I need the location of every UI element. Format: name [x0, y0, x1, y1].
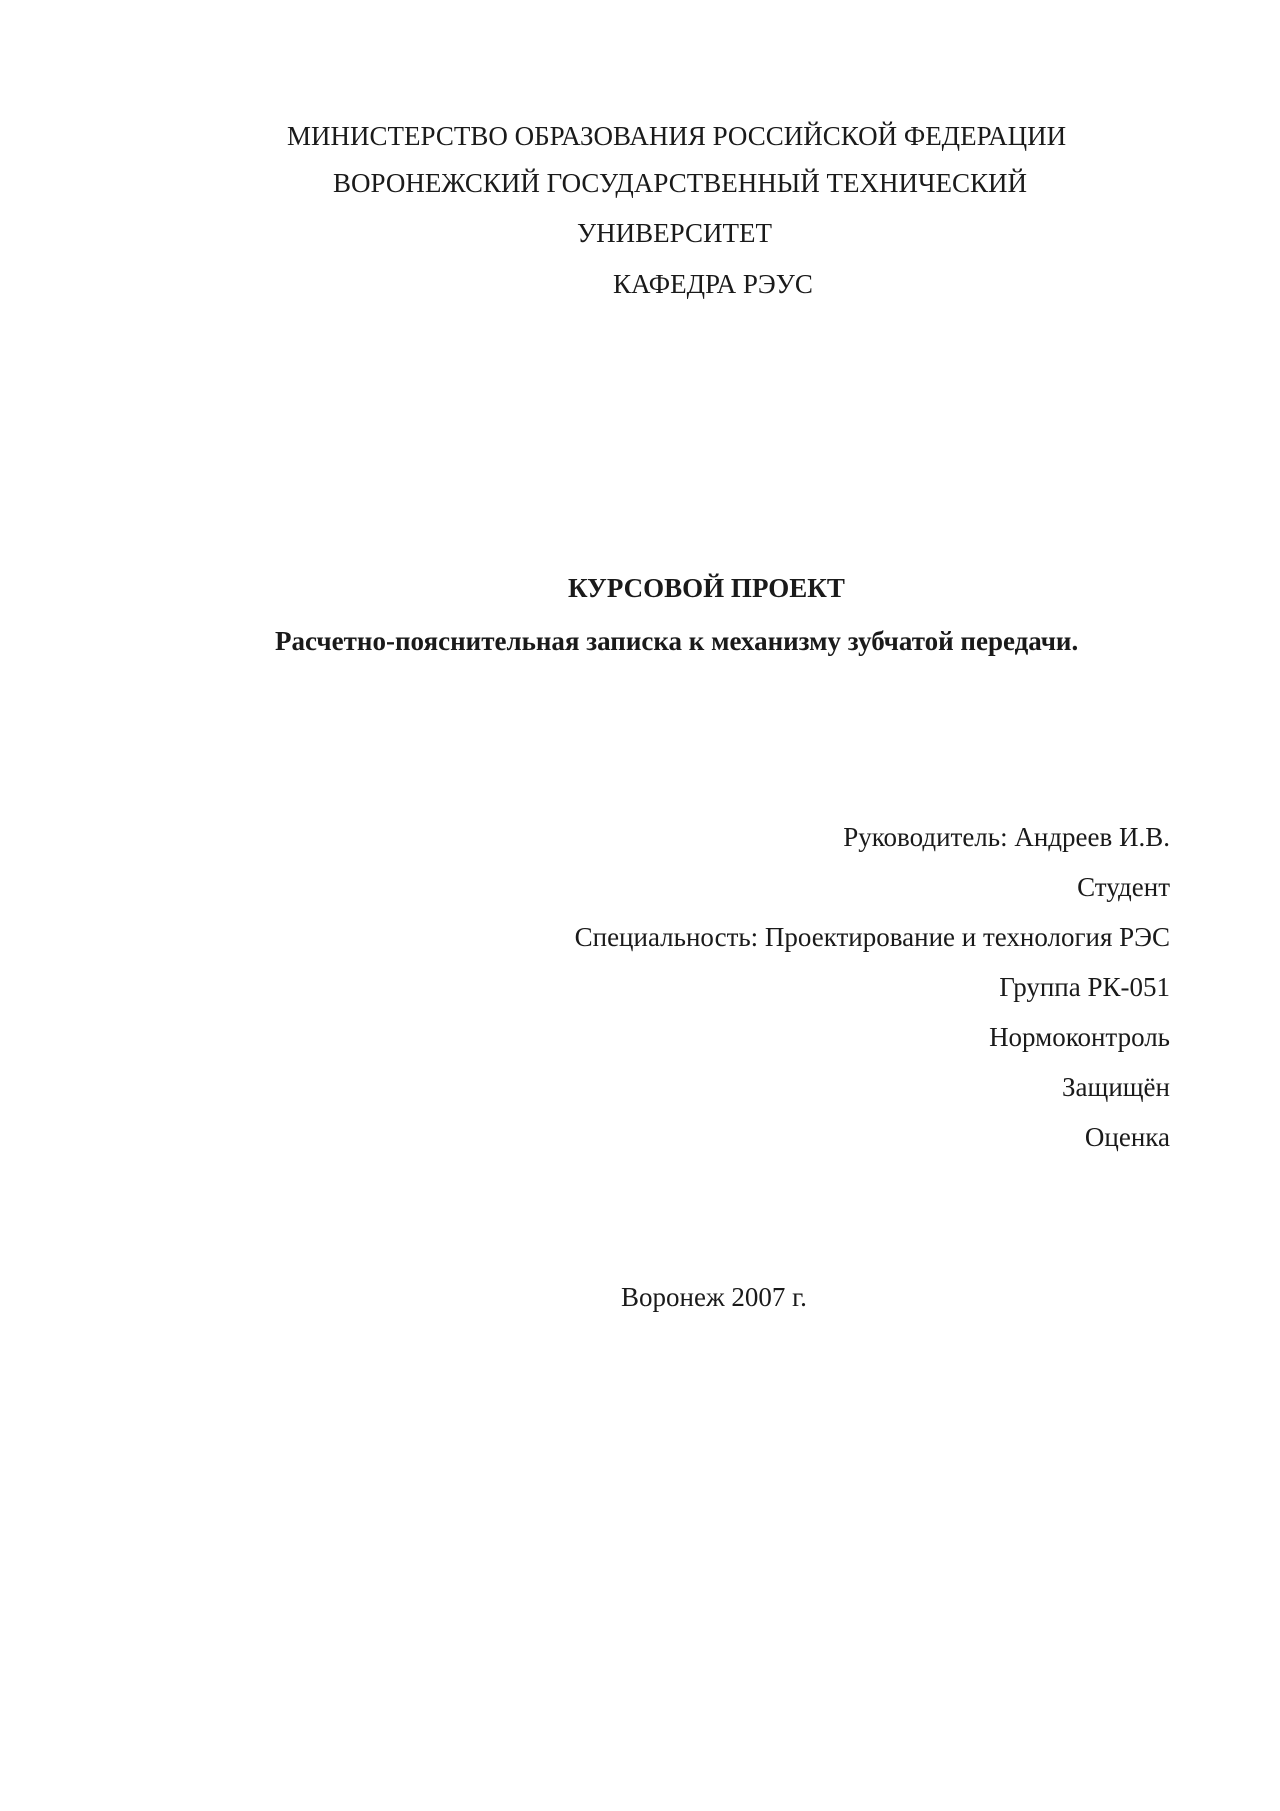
grade-line: Оценка	[1084, 1122, 1170, 1152]
university-line-1: ВОРОНЕЖСКИЙ ГОСУДАРСТВЕННЫЙ ТЕХНИЧЕСКИЙ	[333, 168, 1028, 198]
document-subtitle: Расчетно-пояснительная записка к механизму зубчатой передачи.	[275, 626, 1079, 656]
defended-line: Защищён	[1062, 1072, 1170, 1102]
norm-control-line: Нормоконтроль	[989, 1022, 1170, 1052]
department-line: КАФЕДРА РЭУС	[613, 269, 813, 299]
university-line-2: УНИВЕРСИТЕТ	[577, 218, 772, 248]
student-line: Студент	[1077, 872, 1170, 902]
document-title: КУРСОВОЙ ПРОЕКТ	[568, 573, 845, 603]
supervisor-line: Руководитель: Андреев И.В.	[843, 822, 1170, 852]
specialty-line: Специальность: Проектирование и технология РЭС	[574, 922, 1170, 952]
group-line: Группа РК-051	[999, 972, 1170, 1002]
city-year-line: Воронеж 2007 г.	[621, 1282, 807, 1312]
ministry-line: МИНИСТЕРСТВО ОБРАЗОВАНИЯ РОССИЙСКОЙ ФЕДЕРАЦИИ	[287, 121, 1067, 151]
